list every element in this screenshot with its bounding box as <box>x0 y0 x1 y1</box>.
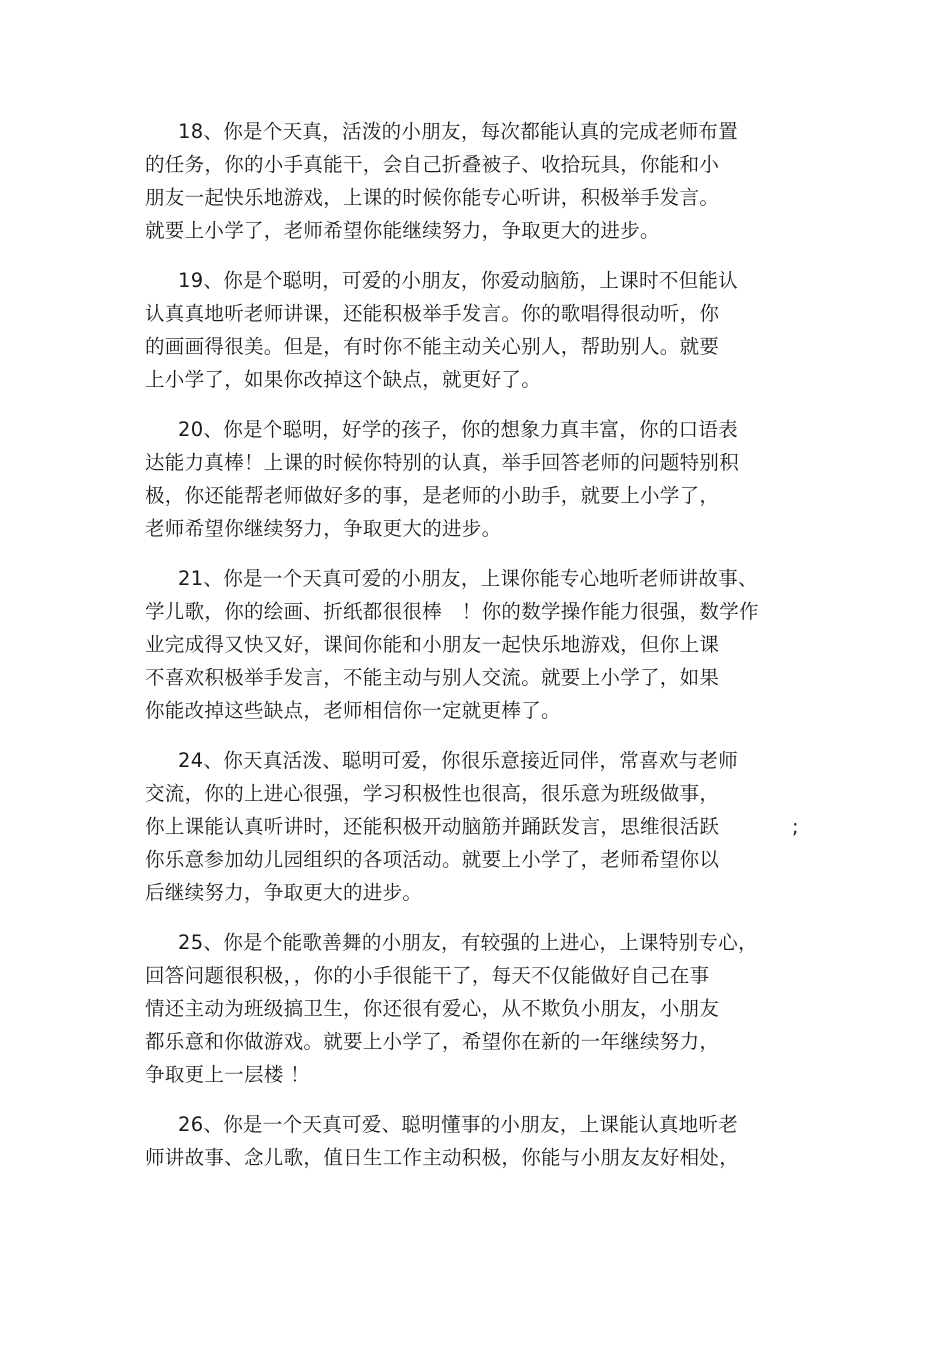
text-line: 交流，你的上进心很强，学习积极性也很高，很乐意为班级做事， <box>145 782 720 805</box>
text-line: 你能改掉这些缺点，老师相信你一定就更棒了。 <box>145 699 561 722</box>
text-line: 学儿歌，你的绘画、折纸都很很棒 ！你的数学操作能力很强，数学作 <box>145 600 759 623</box>
text-line: 就要上小学了，老师希望你能继续努力，争取更大的进步。 <box>145 219 660 242</box>
text-line: 朋友一起快乐地游戏，上课的时候你能专心听讲，积极举手发言。 <box>145 186 720 209</box>
text-line: 24、你天真活泼、聪明可爱，你很乐意接近同伴，常喜欢与老师 <box>178 749 739 772</box>
text-line: 情还主动为班级搞卫生，你还很有爱心，从不欺负小朋友，小朋友 <box>145 997 720 1020</box>
trailing-semicolon: ; <box>792 815 799 838</box>
text-line: 都乐意和你做游戏。就要上小学了，希望你在新的一年继续努力， <box>145 1030 720 1053</box>
text-line: 26、你是一个天真可爱、聪明懂事的小朋友，上课能认真地听老 <box>178 1113 739 1136</box>
text-line: 21、你是一个天真可爱的小朋友，上课你能专心地听老师讲故事、 <box>178 567 758 590</box>
text-line: 上小学了，如果你改掉这个缺点，就更好了。 <box>145 368 542 391</box>
text-line: 达能力真棒！上课的时候你特别的认真，举手回答老师的问题特别积 <box>145 451 740 474</box>
text-line: 不喜欢积极举手发言，不能主动与别人交流。就要上小学了，如果 <box>145 666 720 689</box>
text-line: 19、你是个聪明，可爱的小朋友，你爱动脑筋，上课时不但能认 <box>178 269 739 292</box>
text-line: 争取更上一层楼 ！ <box>145 1063 310 1086</box>
text-line: 后继续努力，争取更大的进步。 <box>145 881 423 904</box>
text-line: 师讲故事、念儿歌，值日生工作主动积极，你能与小朋友友好相处， <box>145 1146 740 1169</box>
text-line: 你乐意参加幼儿园组织的各项活动。就要上小学了，老师希望你以 <box>145 848 720 871</box>
text-line: 老师希望你继续努力，争取更大的进步。 <box>145 517 502 540</box>
text-line: 业完成得又快又好，课间你能和小朋友一起快乐地游戏，但你上课 <box>145 633 720 656</box>
text-line: 的任务，你的小手真能干，会自己折叠被子、收拾玩具，你能和小 <box>145 153 720 176</box>
text-line: 20、你是个聪明，好学的孩子，你的想象力真丰富，你的口语表 <box>178 418 739 441</box>
text-line: 回答问题很积极，，你的小手很能干了，每天不仅能做好自己在事 <box>145 964 710 987</box>
text-line: 你上课能认真听讲时，还能积极开动脑筋并踊跃发言，思维很活跃 <box>145 815 720 838</box>
text-line: 的画画得很美。但是，有时你不能主动关心别人，帮助别人。就要 <box>145 335 720 358</box>
text-line: 25、你是个能歌善舞的小朋友，有较强的上进心，上课特别专心， <box>178 931 758 954</box>
text-line: 认真真地听老师讲课，还能积极举手发言。你的歌唱得很动听，你 <box>145 302 720 325</box>
text-line: 极，你还能帮老师做好多的事，是老师的小助手，就要上小学了， <box>145 484 720 507</box>
text-line: 18、你是个天真，活泼的小朋友，每次都能认真的完成老师布置 <box>178 120 739 143</box>
